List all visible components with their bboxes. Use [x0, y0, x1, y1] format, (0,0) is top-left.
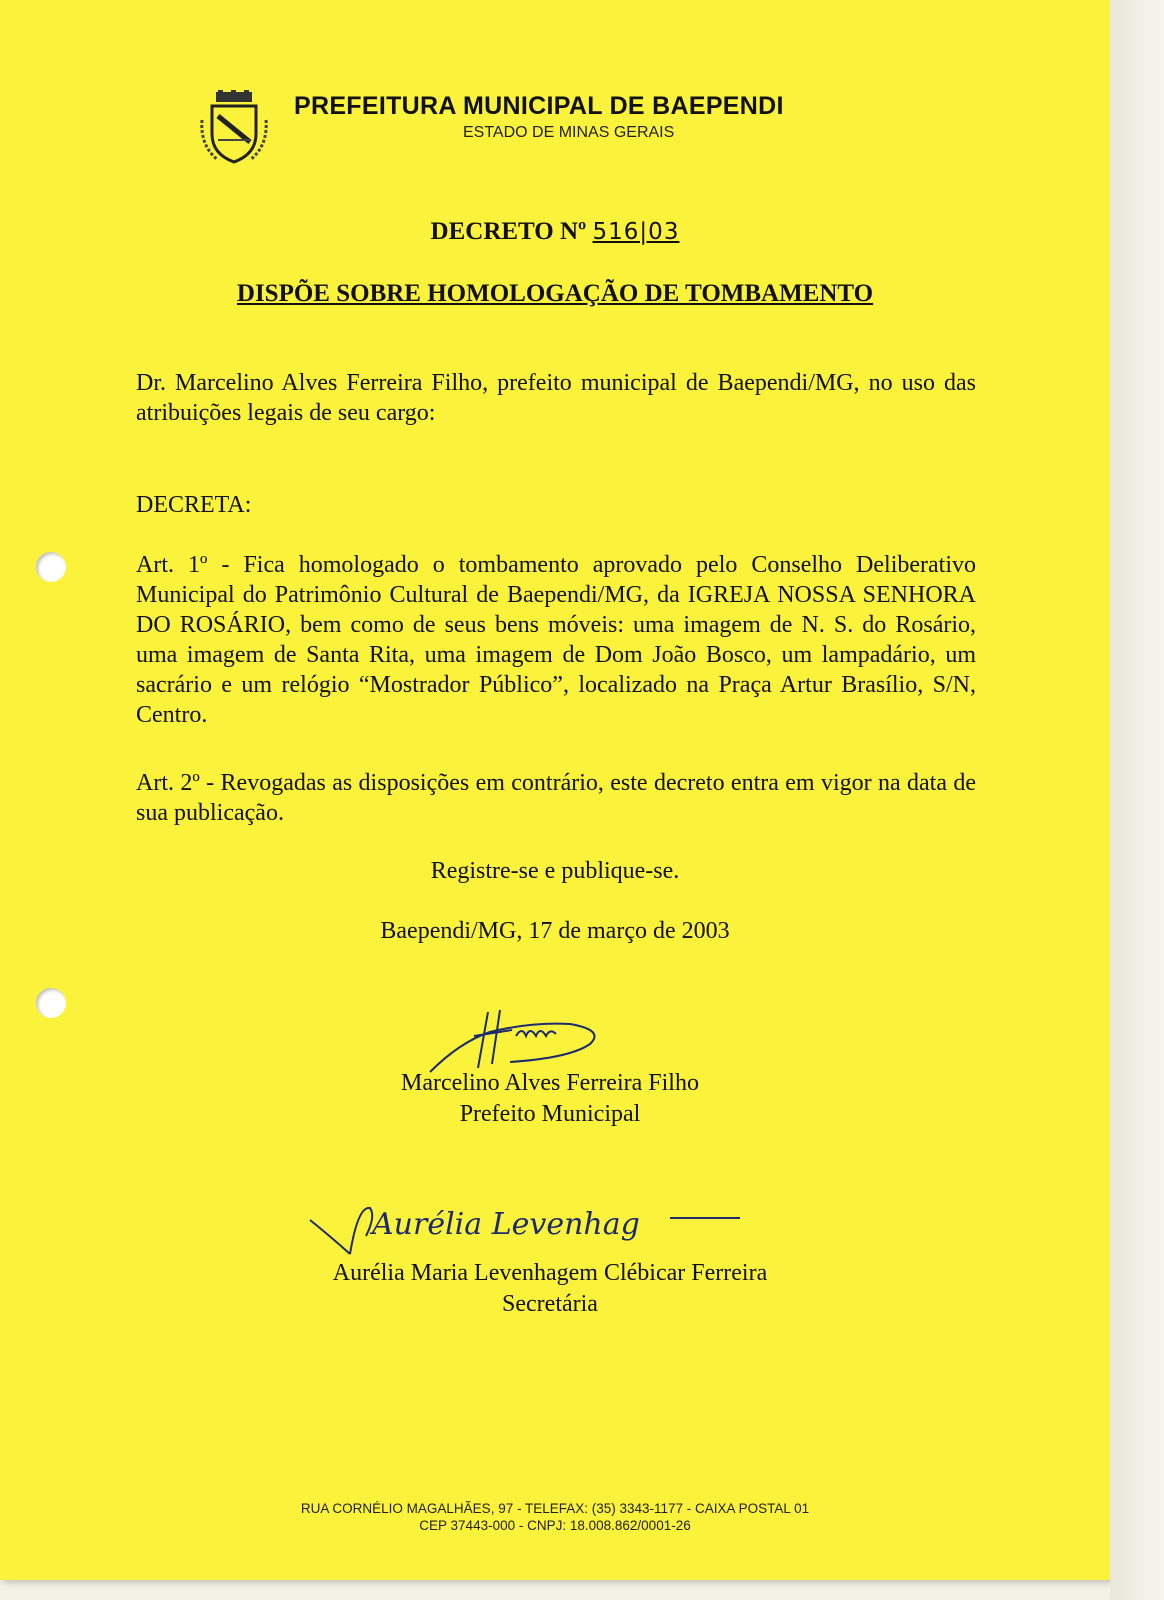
- secretary-signature: [300, 1196, 760, 1266]
- footer-line-2: CEP 37443-000 - CNPJ: 18.008.862/0001-26: [419, 1518, 691, 1533]
- secretary-name: Aurélia Maria Levenhagem Clébicar Ferreira: [332, 1260, 768, 1286]
- closing-formula: Registre-se e publique-se.: [430, 858, 680, 884]
- letterhead: [198, 90, 898, 170]
- punch-hole-bottom: [36, 988, 66, 1018]
- decree-subject: DISPÕE SOBRE HOMOLOGAÇÃO DE TOMBAMENTO: [236, 280, 874, 307]
- state-name: ESTADO DE MINAS GERAIS: [463, 124, 675, 141]
- municipality-name: PREFEITURA MUNICIPAL DE BAEPENDI: [294, 92, 784, 120]
- decree-number-handwritten: 516|03: [592, 219, 680, 245]
- footer-line-1: RUA CORNÉLIO MAGALHÃES, 97 - TELEFAX: (35) 3343-1177 - CAIXA POSTAL 01: [300, 1501, 810, 1516]
- secretary-signature-block: [250, 1258, 850, 1320]
- decree-number: [0, 218, 1110, 246]
- decree-label: DECRETO Nº: [430, 218, 587, 245]
- scan-margin: [1110, 0, 1164, 1600]
- article-2: Art. 2º - Revogadas as disposições em contrário, este decreto entra em vigor na data de sua publicação.: [136, 770, 976, 826]
- decreta-heading: DECRETA:: [136, 492, 252, 518]
- footer-address: [0, 1500, 1110, 1534]
- punch-hole-top: [36, 552, 66, 582]
- mayor-name: Marcelino Alves Ferreira Filho: [401, 1070, 699, 1096]
- mayor-signature-block: [300, 1068, 800, 1130]
- municipal-coat-of-arms-icon: [198, 90, 270, 168]
- preamble-paragraph: Dr. Marcelino Alves Ferreira Filho, prefeito municipal de Baependi/MG, no uso das atribuições legais de seu cargo:: [136, 370, 976, 426]
- mayor-title: Prefeito Municipal: [459, 1101, 641, 1127]
- secretary-signature-text: Aurélia Levenhag: [372, 1207, 640, 1242]
- secretary-title: Secretária: [502, 1291, 598, 1317]
- place-and-date: Baependi/MG, 17 de março de 2003: [380, 918, 730, 944]
- article-1: Art. 1º - Fica homologado o tombamento aprovado pelo Conselho Deliberativo Municipal do Patrimônio Cultural de Baependi/MG, da IGREJA NOSSA SENHORA DO ROSÁRIO, bem como de seus bens móveis: uma imagem de N. S. do Rosário, uma imagem de Santa Rita, uma imagem de Dom João Bosco, um lampadário, um sacrário e um relógio “Mostrador Público”, localizado na Praça Artur Brasílio, S/N, Centro.: [136, 552, 976, 728]
